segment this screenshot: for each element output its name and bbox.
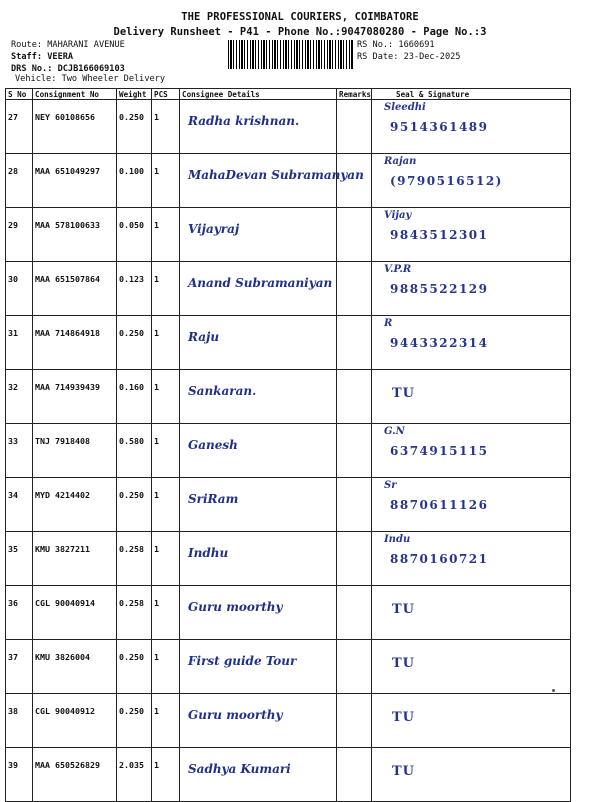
row-sno: 34 (6, 478, 33, 532)
consignee-name: Sadhya Kumari (188, 762, 291, 776)
signature-cell (372, 316, 571, 370)
remarks-cell (337, 694, 372, 748)
consignment-no: NEY 60108656 (33, 100, 117, 154)
consignee-name: Sankaran. (188, 384, 257, 398)
remarks-cell (337, 532, 372, 586)
consignment-no: MAA 714939439 (33, 370, 117, 424)
consignment-no: MYD 4214402 (33, 478, 117, 532)
col-signature: Seal & Signature (372, 89, 571, 100)
weight: 0.250 (117, 478, 152, 532)
pieces: 1 (152, 748, 180, 802)
remarks-cell (337, 586, 372, 640)
weight: 0.580 (117, 424, 152, 478)
consignee-name: Guru moorthy (188, 600, 283, 614)
table-row (6, 316, 571, 370)
consignment-no: CGL 90040912 (33, 694, 117, 748)
tu-mark: TU (392, 656, 416, 671)
table-row (6, 370, 571, 424)
remarks-cell (337, 208, 372, 262)
consignee-name: First guide Tour (188, 654, 297, 668)
receiver-phone: (9790516512) (390, 174, 503, 188)
table-row (6, 208, 571, 262)
row-sno: 32 (6, 370, 33, 424)
col-weight: Weight (117, 89, 152, 100)
receiver-phone: 9843512301 (390, 228, 489, 242)
receiver-phone: 9885522129 (390, 282, 489, 296)
signature: G.N (384, 426, 405, 437)
tu-mark: TU (392, 764, 416, 779)
consignee-name: Anand Subramaniyan (188, 276, 333, 290)
signature-cell (372, 748, 571, 802)
tu-mark: TU (392, 710, 416, 725)
table-header-row (6, 89, 571, 100)
remarks-cell (337, 100, 372, 154)
pieces: 1 (152, 478, 180, 532)
pieces: 1 (152, 154, 180, 208)
consignee-cell (180, 100, 337, 154)
pieces: 1 (152, 586, 180, 640)
weight: 0.258 (117, 532, 152, 586)
row-sno: 37 (6, 640, 33, 694)
table-row (6, 532, 571, 586)
remarks-cell (337, 478, 372, 532)
signature: Sr (384, 480, 397, 491)
table-row (6, 262, 571, 316)
signature-cell (372, 208, 571, 262)
consignee-name: Radha krishnan. (188, 114, 300, 128)
remarks-cell (337, 370, 372, 424)
barcode (228, 40, 354, 69)
receiver-phone: 9443322314 (390, 336, 489, 350)
weight: 0.250 (117, 694, 152, 748)
weight: 0.123 (117, 262, 152, 316)
pieces: 1 (152, 424, 180, 478)
pieces: 1 (152, 370, 180, 424)
row-sno: 38 (6, 694, 33, 748)
consignee-name: MahaDevan Subramanyan (188, 168, 364, 182)
signature-cell (372, 694, 571, 748)
table-row (6, 154, 571, 208)
row-sno: 33 (6, 424, 33, 478)
tu-mark: TU (392, 386, 416, 401)
pieces: 1 (152, 262, 180, 316)
remarks-cell (337, 424, 372, 478)
drs-label: DRS No.: DCJB166069103 (11, 64, 125, 74)
consignment-no: KMU 3827211 (33, 532, 117, 586)
signature: V.P.R (384, 264, 412, 275)
weight: 2.035 (117, 748, 152, 802)
consignee-cell (180, 640, 337, 694)
consignment-no: MAA 651049297 (33, 154, 117, 208)
consignee-cell (180, 208, 337, 262)
col-pcs: PCS (152, 89, 180, 100)
consignee-cell (180, 154, 364, 208)
signature: Sleedhi (384, 102, 426, 113)
weight: 0.250 (117, 100, 152, 154)
consignee-cell (180, 424, 337, 478)
consignment-no: TNJ 7918408 (33, 424, 117, 478)
signature-cell (372, 532, 571, 586)
runsheet-subtitle: Delivery Runsheet - P41 - Phone No.:9047080280 - Page No.:3 (113, 26, 487, 38)
remarks-cell (337, 748, 372, 802)
rs-date: RS Date: 23-Dec-2025 (357, 52, 461, 62)
row-sno: 28 (6, 154, 33, 208)
row-sno: 36 (6, 586, 33, 640)
weight: 0.100 (117, 154, 152, 208)
signature-cell (372, 370, 571, 424)
consignment-no: MAA 578100633 (33, 208, 117, 262)
col-consignee: Consignee Details (180, 89, 337, 100)
consignee-cell (180, 262, 337, 316)
consignee-name: Ganesh (188, 438, 238, 452)
table-row (6, 586, 571, 640)
weight: 0.160 (117, 370, 152, 424)
table-row (6, 748, 571, 802)
remarks-cell (337, 262, 372, 316)
pieces: 1 (152, 640, 180, 694)
consignee-cell (180, 586, 337, 640)
signature-cell (372, 154, 571, 208)
col-sno: S No (6, 89, 33, 100)
consignee-cell (180, 316, 337, 370)
signature: Indu (384, 534, 411, 545)
staff-label: Staff: VEERA (11, 52, 74, 62)
signature-cell (372, 586, 571, 640)
weight: 0.250 (117, 316, 152, 370)
remarks-cell (337, 316, 372, 370)
consignment-no: CGL 90040914 (33, 586, 117, 640)
consignment-no: MAA 651507864 (33, 262, 117, 316)
remarks-cell (337, 640, 372, 694)
table-row (6, 640, 571, 694)
consignee-cell (180, 748, 337, 802)
row-sno: 27 (6, 100, 33, 154)
signature: Rajan (384, 156, 417, 167)
pieces: 1 (152, 532, 180, 586)
pieces: 1 (152, 316, 180, 370)
consignee-name: Vijayraj (188, 222, 240, 236)
col-remarks: Remarks (337, 89, 372, 100)
consignment-no: MAA 650526829 (33, 748, 117, 802)
vehicle-label: Vehicle: Two Wheeler Delivery (15, 74, 166, 84)
signature: Vijay (384, 210, 412, 221)
weight: 0.250 (117, 640, 152, 694)
table-row (6, 478, 571, 532)
signature-cell (372, 100, 571, 154)
signature-cell (372, 478, 571, 532)
signature-cell (372, 640, 571, 694)
table-row (6, 424, 571, 478)
row-sno: 39 (6, 748, 33, 802)
rs-number: RS No.: 1660691 (357, 40, 435, 50)
weight: 0.258 (117, 586, 152, 640)
consignment-no: KMU 3826004 (33, 640, 117, 694)
receiver-phone: 6374915115 (390, 444, 489, 458)
row-sno: 35 (6, 532, 33, 586)
tu-mark: TU (392, 602, 416, 617)
consignee-name: Indhu (188, 546, 229, 560)
table-row (6, 694, 571, 748)
consignee-cell (180, 694, 337, 748)
signature-cell (372, 424, 571, 478)
pieces: 1 (152, 100, 180, 154)
receiver-phone: 8870160721 (390, 552, 489, 566)
col-consignment: Consignment No (33, 89, 117, 100)
row-sno: 29 (6, 208, 33, 262)
route-label: Route: MAHARANI AVENUE (11, 40, 125, 50)
signature: R (384, 318, 393, 329)
consignee-name: SriRam (188, 492, 239, 506)
table-row (6, 100, 571, 154)
consignee-cell (180, 370, 337, 424)
receiver-phone: 9514361489 (390, 120, 489, 134)
row-sno: 30 (6, 262, 33, 316)
weight: 0.050 (117, 208, 152, 262)
company-title: THE PROFESSIONAL COURIERS, COIMBATORE (181, 11, 419, 23)
signature-cell (372, 262, 571, 316)
pieces: 1 (152, 694, 180, 748)
consignee-cell (180, 478, 337, 532)
consignee-name: Guru moorthy (188, 708, 283, 722)
consignee-cell (180, 532, 337, 586)
stray-mark (552, 689, 555, 692)
consignee-name: Raju (188, 330, 220, 344)
row-sno: 31 (6, 316, 33, 370)
runsheet-table (5, 88, 571, 802)
receiver-phone: 8870611126 (390, 498, 489, 512)
pieces: 1 (152, 208, 180, 262)
consignment-no: MAA 714864918 (33, 316, 117, 370)
